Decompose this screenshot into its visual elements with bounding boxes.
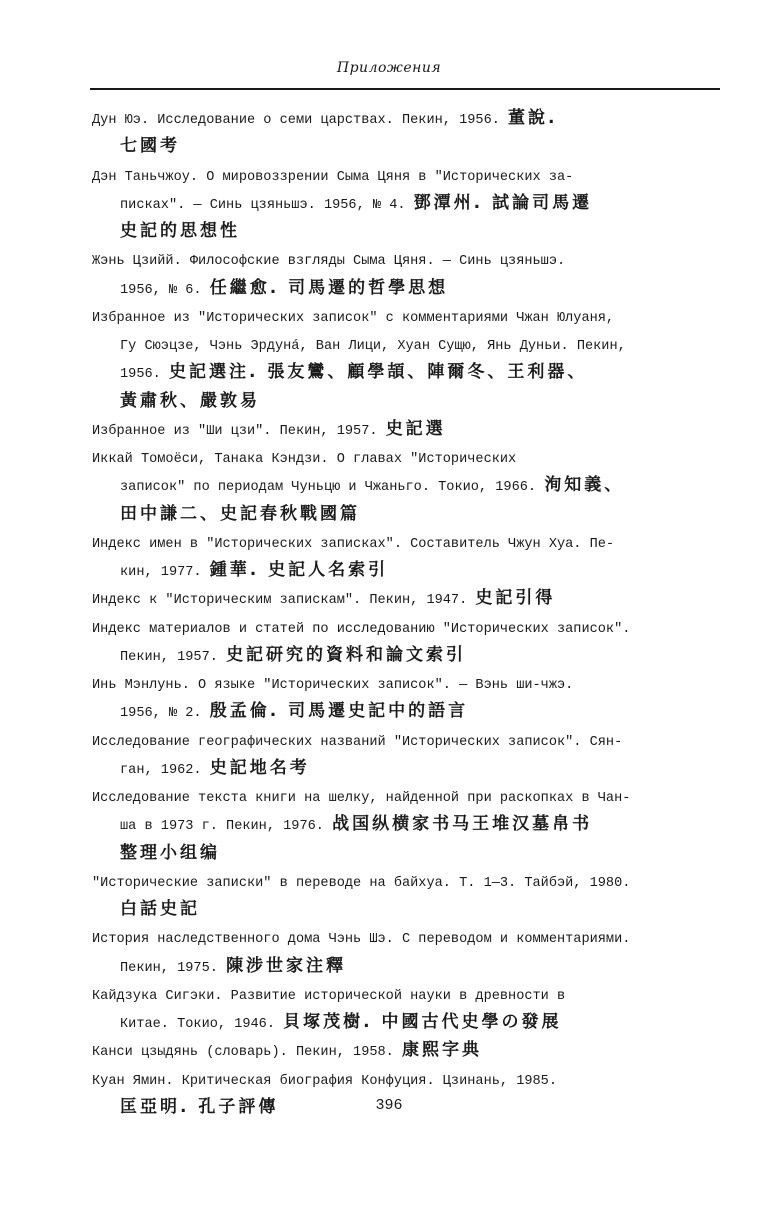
entry-text: Исследование текста книги на шелку, найденной при раскопках в Чан- — [92, 791, 631, 806]
entry-line — [92, 980, 732, 1008]
entry-chinese-title: 史記地名考 — [209, 757, 310, 778]
entry-line — [92, 500, 732, 528]
bibliography-entry — [92, 980, 732, 1037]
entry-text: Индекс к "Историческим запискам". Пекин, 1947. — [92, 593, 476, 609]
entry-line — [92, 358, 732, 386]
entry-chinese-title: 洵知義、 — [544, 475, 625, 496]
entry-text: 1956, № 6. — [120, 282, 210, 298]
entry-line — [92, 387, 732, 415]
entry-line — [92, 443, 732, 471]
entry-line — [92, 613, 732, 641]
bibliography-entry — [92, 161, 732, 246]
entry-chinese-title: 鍾華. 史記人名索引 — [209, 560, 389, 580]
entry-chinese-title: 战国纵横家书马王堆汉墓帛书 — [332, 814, 593, 835]
entry-line — [92, 697, 732, 725]
entry-line — [92, 867, 732, 895]
bibliography-entry — [92, 245, 732, 302]
entry-text: Исследование географических названий "Исторических записок". Сян- — [92, 734, 623, 750]
entry-text: Иккай Томоёси, Танака Кэндзи. О главах "Исторических — [92, 452, 517, 467]
entry-line — [92, 895, 732, 923]
entry-text: Избранное из "Исторических записок" с комментариями Чжан Юлуаня, — [92, 310, 615, 326]
entry-text: кин, 1977. — [120, 565, 210, 580]
bibliography-entry — [92, 443, 732, 528]
entry-line — [92, 189, 732, 217]
entry-line — [92, 726, 732, 754]
entry-text: Пекин, 1957. — [120, 649, 227, 665]
entry-line — [92, 104, 732, 132]
bibliography-entry — [92, 104, 732, 161]
entry-chinese-title: 黃肅秋、嚴敦易 — [120, 390, 260, 411]
entry-line — [92, 556, 732, 584]
entry-chinese-title: 史記引得 — [475, 588, 556, 609]
entry-line — [92, 1036, 732, 1064]
entry-text: 1956, № 2. — [120, 706, 210, 722]
entry-text: История наследственного дома Чэнь Шэ. С переводом и комментариями. — [92, 932, 631, 948]
entry-text: Пекин, 1975. — [120, 960, 227, 976]
entry-line — [92, 782, 732, 810]
entry-text: Гу Сюэцзе, Чэнь Эрдунá, Ван Лици, Хуан Сущю, Янь Дуньи. Пекин, — [120, 339, 626, 354]
entry-line — [92, 161, 732, 189]
entry-text: Кайдзука Сигэки. Развитие исторической науки в древности в — [92, 988, 566, 1004]
bibliography-entry — [92, 726, 732, 783]
entry-chinese-title: 匡亞明. 孔子評傳 — [120, 1096, 279, 1117]
entry-chinese-title: 白話史記 — [120, 899, 200, 919]
entry-text: Жэнь Цзийй. Философские взгляды Сыма Цяня. — Синь цзяньшэ. — [92, 254, 566, 270]
entry-text: "Исторические записки" в переводе на байхуа. Т. 1—3. Тайбэй, 1980. — [92, 875, 631, 891]
entry-text: Куан Ямин. Критическая биография Конфуция. Цзинань, 1985. — [92, 1073, 557, 1089]
entry-chinese-title: 史記的思想性 — [120, 221, 240, 241]
entry-chinese-title: 貝塚茂樹. 中國古代史學の發展 — [283, 1012, 562, 1032]
bibliography-entry — [92, 782, 732, 867]
entry-line — [92, 669, 732, 697]
entry-line — [92, 952, 732, 980]
entry-line — [92, 528, 732, 556]
entry-chinese-title: 任繼愈. 司馬遷的哲學思想 — [209, 277, 449, 298]
entry-chinese-title: 田中謙二、史記春秋戰國篇 — [120, 503, 360, 524]
entry-line — [92, 415, 732, 443]
entry-line — [92, 1008, 732, 1036]
entry-text: 1956. — [120, 367, 169, 383]
bibliography-entry — [92, 613, 732, 670]
bibliography-list — [92, 104, 732, 1121]
entry-line — [92, 217, 732, 245]
entry-chinese-title: 董說. — [508, 108, 558, 128]
entry-line — [92, 923, 732, 951]
entry-text: Китае. Токио, 1946. — [120, 1017, 284, 1032]
entry-chinese-title: 康熙字典 — [402, 1040, 482, 1061]
entry-chinese-title: 鄧潭州. 試論司馬遷 — [413, 192, 593, 213]
entry-text: Канси цзыдянь (словарь). Пекин, 1958. — [92, 1045, 402, 1061]
page-number: 396 — [375, 1097, 403, 1114]
entry-text: Индекс имен в "Исторических записках". Составитель Чжун Хуа. Пе- — [92, 536, 615, 552]
entry-line — [92, 839, 732, 867]
entry-line — [92, 754, 732, 782]
entry-chinese-title: 史記研究的資料和論文索引 — [226, 644, 467, 665]
header-rule — [90, 88, 720, 90]
entry-text: писках". — Синь цзяньшэ. 1956, № 4. — [120, 197, 414, 213]
entry-line — [92, 330, 732, 358]
entry-line — [92, 302, 732, 330]
entry-text: Индекс материалов и статей по исследованию "Исторических записок". — [92, 621, 631, 637]
entry-chinese-title: 史記選 — [385, 418, 446, 439]
bibliography-entry — [92, 1036, 732, 1064]
entry-line — [92, 132, 732, 160]
entry-line — [92, 810, 732, 838]
entry-chinese-title: 整理小组编 — [120, 842, 220, 863]
bibliography-entry — [92, 584, 732, 612]
entry-text: Дэн Таньчжоу. О мировоззрении Сыма Цяня в "Исторических за- — [92, 169, 574, 185]
entry-line — [92, 471, 732, 499]
bibliography-entry — [92, 669, 732, 726]
entry-text: Инь Мэнлунь. О языке "Исторических записок". — Вэнь ши-чжэ. — [92, 678, 574, 693]
entry-line — [92, 641, 732, 669]
running-head: Приложения — [336, 60, 442, 76]
entry-chinese-title: 史記選注. 張友鸞、顧學頡、陣爾冬、王利器、 — [168, 362, 588, 383]
entry-chinese-title: 七國考 — [120, 136, 180, 157]
entry-text: ган, 1962. — [120, 762, 210, 778]
entry-text: ша в 1973 г. Пекин, 1976. — [120, 819, 333, 835]
bibliography-entry — [92, 528, 732, 585]
bibliography-entry — [92, 415, 732, 443]
entry-line — [92, 245, 732, 273]
entry-line — [92, 274, 732, 302]
bibliography-entry — [92, 867, 732, 924]
entry-text: Дун Юэ. Исследование о семи царствах. Пекин, 1956. — [92, 113, 509, 128]
bibliography-entry — [92, 302, 732, 415]
entry-text: Избранное из "Ши цзи". Пекин, 1957. — [92, 423, 386, 439]
entry-chinese-title: 陳涉世家注釋 — [226, 955, 347, 976]
entry-line — [92, 1065, 732, 1093]
entry-chinese-title: 殷孟倫. 司馬遷史記中的語言 — [209, 701, 469, 722]
entry-text: записок" по периодам Чуньцю и Чжаньго. Токио, 1966. — [120, 480, 545, 496]
bibliography-entry — [92, 923, 732, 980]
entry-line — [92, 584, 732, 612]
